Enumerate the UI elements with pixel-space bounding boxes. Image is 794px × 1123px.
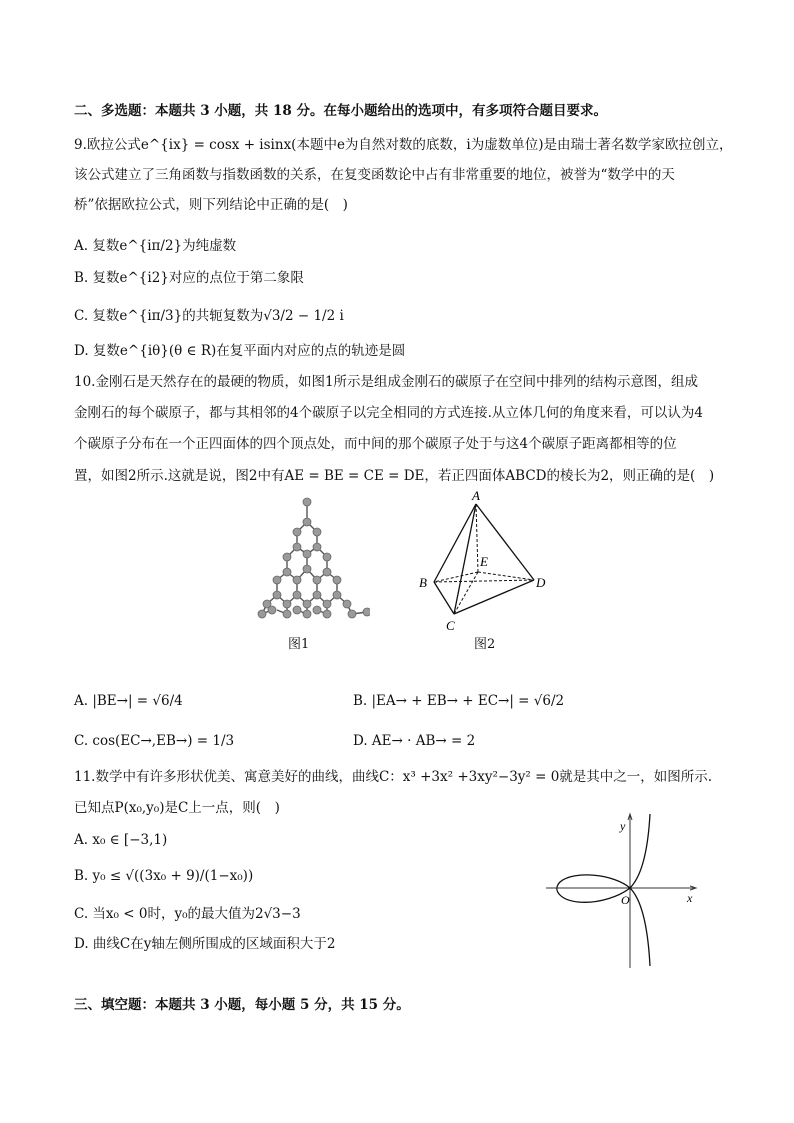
q11-option-d: D. 曲线C在y轴左侧所围成的区域面积大于2 [74, 936, 336, 952]
section-heading-multi: 二、多选题：本题共 3 小题，共 18 分。在每小题给出的选项中，有多项符合题目要求。 [74, 103, 607, 119]
vertex-label-d: D [536, 575, 546, 590]
q10-option-b: B. |EA→ + EB→ + EC→| = √6/2 [353, 693, 565, 709]
x-axis-label: x [687, 891, 693, 905]
q9-stem-line2: 该公式建立了三角函数与指数函数的关系，在复变函数论中占有非常重要的地位，被誉为“数学中的天 [74, 167, 675, 183]
curve-graph [544, 810, 704, 970]
fig2-caption: 图2 [474, 637, 496, 652]
y-axis-label: y [620, 819, 626, 833]
q11-stem-line1: 11.数学中有许多形状优美、寓意美好的曲线，曲线C：x³ +3x² +3xy²−3y² = 0就是其中之一，如图所示. [74, 769, 713, 785]
vertex-label-e: E [480, 554, 488, 569]
q9-option-c: C. 复数e^{iπ/3}的共轭复数为√3/2 − 1/2 i [74, 308, 344, 324]
q9-option-b: B. 复数e^{i2}对应的点位于第二象限 [74, 270, 304, 286]
q9-option-d: D. 复数e^{iθ}(θ ∈ R)在复平面内对应的点的轨迹是圆 [74, 343, 406, 359]
q9-stem-line3: 桥”依据欧拉公式，则下列结论中正确的是( ) [74, 197, 348, 213]
tetrahedron-figure [416, 486, 556, 636]
q10-stem-line3: 个碳原子分布在一个正四面体的四个顶点处，而中间的那个碳原子处于与这4个碳原子距离都相等的位 [74, 436, 677, 452]
q10-stem-line1: 10.金刚石是天然存在的最硬的物质，如图1所示是组成金刚石的碳原子在空间中排列的结构示意图，组成 [74, 374, 699, 390]
q10-stem-line4: 置，如图2所示.这就是说，图2中有AE = BE = CE = DE，若正四面体ABCD的棱长为2，则正确的是( ) [74, 468, 715, 484]
q10-option-d: D. AE→ · AB→ = 2 [353, 733, 476, 749]
vertex-label-b: B [419, 575, 427, 590]
q11-option-c: C. 当x₀ < 0时，y₀的最大值为2√3−3 [74, 906, 301, 922]
section-heading-fill: 三、填空题：本题共 3 小题，每小题 5 分，共 15 分。 [74, 997, 410, 1013]
q10-stem-line2: 金刚石的每个碳原子，都与其相邻的4个碳原子以完全相同的方式连接.从立体几何的角度来看，可以认为4 [74, 405, 703, 421]
q10-option-c: C. cos(EC→,EB→) = 1/3 [74, 733, 235, 749]
q11-option-a: A. x₀ ∈ [−3,1) [74, 832, 168, 848]
vertex-label-c: C [446, 618, 455, 633]
origin-label: O [621, 893, 630, 907]
q10-option-a: A. |BE→| = √6/4 [74, 693, 183, 709]
q9-stem-line1: 9.欧拉公式e^{ix} = cosx + isinx(本题中e为自然对数的底数，i为虚数单位)是由瑞士著名数学家欧拉创立， [74, 137, 733, 153]
q11-option-b: B. y₀ ≤ √((3x₀ + 9)/(1−x₀)) [74, 868, 254, 884]
fig1-caption: 图1 [288, 637, 310, 652]
vertex-label-a: A [472, 488, 480, 503]
q9-option-a: A. 复数e^{iπ/2}为纯虚数 [74, 238, 237, 254]
diamond-lattice-figure [240, 492, 370, 632]
q11-stem-line2: 已知点P(x₀,y₀)是C上一点，则( ) [74, 800, 280, 816]
